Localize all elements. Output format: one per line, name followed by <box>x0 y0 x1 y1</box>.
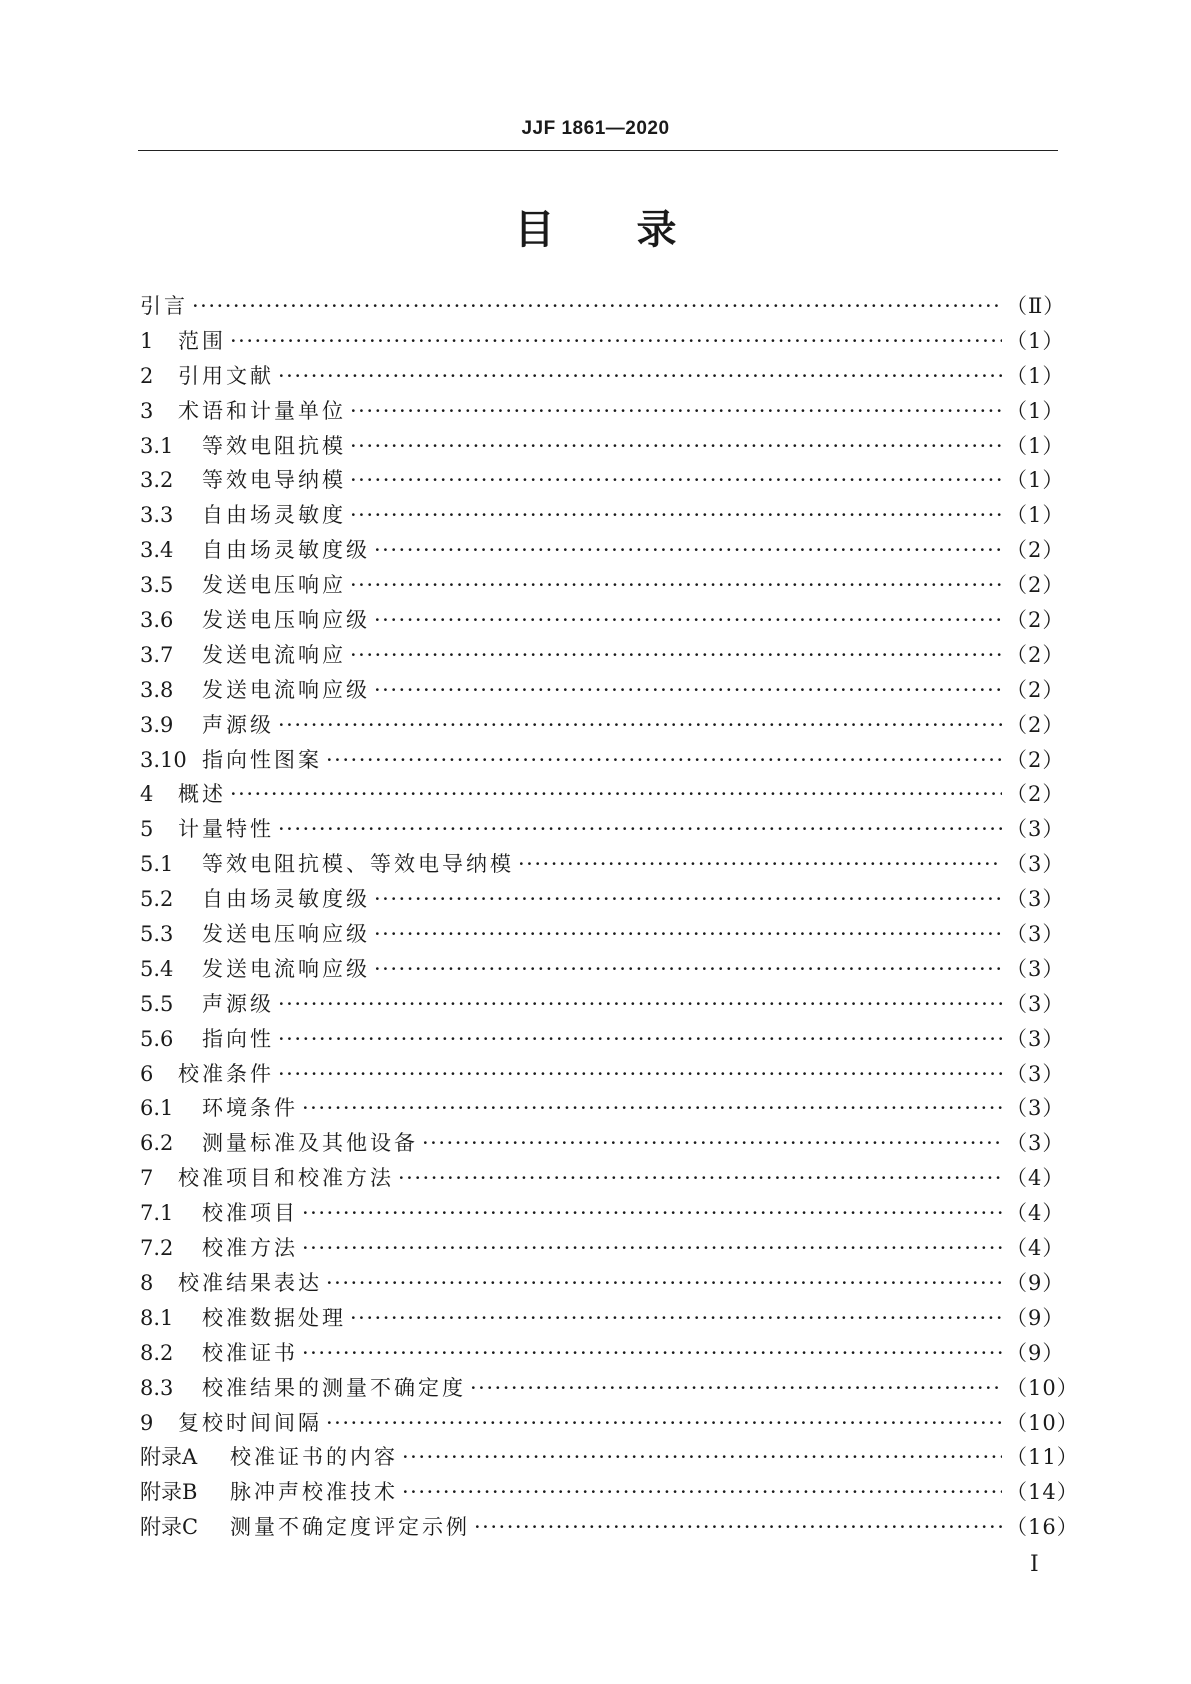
toc-entry-number: 7.2 <box>140 1236 174 1261</box>
toc-entry-label: 指向性 <box>202 1026 274 1051</box>
toc-entry-label: 计量特性 <box>178 817 274 842</box>
toc-entry[interactable] <box>140 1266 1065 1301</box>
toc-leader-dots <box>278 987 1002 1022</box>
toc-entry-page: （1） <box>1006 398 1065 423</box>
toc-leader-dots <box>374 673 1002 708</box>
toc-leader-dots <box>278 708 1002 743</box>
toc-entry-label: 校准项目和校准方法 <box>178 1166 394 1191</box>
toc-entry-page: （3） <box>1006 1131 1065 1156</box>
toc-entry-number: 5.5 <box>140 991 174 1016</box>
toc-entry[interactable] <box>140 603 1065 638</box>
toc-leader-dots <box>374 882 1002 917</box>
toc-leader-dots <box>302 1091 1002 1126</box>
toc-entry-number: 3.1 <box>140 433 174 458</box>
toc-entry[interactable] <box>140 743 1065 778</box>
toc-entry-number: 3.3 <box>140 503 174 528</box>
toc-entry-label: 等效电阻抗模、等效电导纳模 <box>202 852 514 877</box>
toc-entry-label: 校准项目 <box>202 1201 298 1226</box>
toc-entry[interactable] <box>140 638 1065 673</box>
toc-entry-number: 附录C <box>140 1515 199 1540</box>
toc-entry-page: （1） <box>1006 503 1065 528</box>
toc-entry-label: 自由场灵敏度 <box>202 503 346 528</box>
toc-leader-dots <box>278 1022 1002 1057</box>
toc-entry-page: （4） <box>1006 1236 1065 1261</box>
toc-entry-label: 声源级 <box>202 712 274 737</box>
toc-entry-number: 5.2 <box>140 887 174 912</box>
toc-entry-page: （2） <box>1006 747 1065 772</box>
toc-entry[interactable] <box>140 952 1065 987</box>
toc-entry[interactable] <box>140 847 1065 882</box>
toc-entry[interactable] <box>140 1406 1079 1441</box>
toc-entry-number: 5.1 <box>140 852 174 877</box>
toc-entry-label: 等效电导纳模 <box>202 468 346 493</box>
toc-entry[interactable] <box>140 1091 1065 1126</box>
toc-leader-dots <box>326 743 1002 778</box>
toc-entry-label: 发送电压响应级 <box>202 608 370 633</box>
toc-entry-number: 3.2 <box>140 468 174 493</box>
toc-entry[interactable] <box>140 1336 1065 1371</box>
toc-entry-number: 3.7 <box>140 642 174 667</box>
toc-leader-dots <box>402 1440 1002 1475</box>
toc-leader-dots <box>230 777 1002 812</box>
toc-entry-label: 发送电压响应 <box>202 573 346 598</box>
toc-entry-label: 发送电压响应级 <box>202 922 370 947</box>
toc-entry-page: （3） <box>1006 887 1065 912</box>
toc-leader-dots <box>350 1301 1002 1336</box>
toc-entry[interactable] <box>140 289 1066 324</box>
toc-entry[interactable] <box>140 708 1065 743</box>
toc-entry-page: （2） <box>1006 642 1065 667</box>
toc-leader-dots <box>230 324 1002 359</box>
toc-entry[interactable] <box>140 1475 1079 1510</box>
toc-entry-label: 环境条件 <box>202 1096 298 1121</box>
toc-entry-label: 引言 <box>140 294 188 318</box>
toc-entry-number: 8 <box>140 1270 154 1295</box>
toc-entry-label: 声源级 <box>202 991 274 1016</box>
toc-entry[interactable] <box>140 1231 1065 1266</box>
toc-leader-dots <box>302 1196 1002 1231</box>
page-title <box>0 198 1191 255</box>
toc-entry-label: 引用文献 <box>178 363 274 388</box>
toc-entry-page: （3） <box>1006 956 1065 981</box>
title-char-2: 录 <box>636 207 677 253</box>
title-char-1: 目 <box>514 207 555 253</box>
toc-entry-page: （3） <box>1006 852 1065 877</box>
toc-entry-label: 自由场灵敏度级 <box>202 887 370 912</box>
toc-entry-label: 自由场灵敏度级 <box>202 538 370 563</box>
toc-entry[interactable] <box>140 1371 1079 1406</box>
toc-entry-number: 3.4 <box>140 538 174 563</box>
toc-leader-dots <box>302 1231 1002 1266</box>
toc-entry-number: 6.1 <box>140 1096 174 1121</box>
toc-leader-dots <box>374 533 1002 568</box>
toc-leader-dots <box>326 1406 1002 1441</box>
toc-entry-page: （9） <box>1006 1305 1065 1330</box>
toc-entry[interactable] <box>140 429 1065 464</box>
toc-entry[interactable] <box>140 568 1065 603</box>
toc-entry-label: 等效电阻抗模 <box>202 433 346 458</box>
toc-entry-number: 3.8 <box>140 677 174 702</box>
toc-entry[interactable] <box>140 533 1065 568</box>
toc-leader-dots <box>278 1057 1002 1092</box>
toc-entry[interactable] <box>140 987 1065 1022</box>
toc-entry-page: （1） <box>1006 468 1065 493</box>
toc-leader-dots <box>350 463 1002 498</box>
toc-entry-page: （1） <box>1006 433 1065 458</box>
toc-entry-number: 6.2 <box>140 1131 174 1156</box>
toc-entry[interactable] <box>140 1510 1079 1545</box>
toc-entry-page: （3） <box>1006 1061 1065 1086</box>
toc-entry-page: （2） <box>1006 782 1065 807</box>
toc-entry-number: 8.3 <box>140 1375 174 1400</box>
toc-entry-page: （2） <box>1006 573 1065 598</box>
toc-leader-dots <box>470 1371 1002 1406</box>
toc-entry-label: 校准方法 <box>202 1236 298 1261</box>
toc-entry-number: 4 <box>140 782 154 807</box>
toc-leader-dots <box>302 1336 1002 1371</box>
toc-leader-dots <box>374 952 1002 987</box>
document-code: JJF 1861—2020 <box>521 118 670 139</box>
toc-entry-page: （9） <box>1006 1270 1065 1295</box>
toc-entry-page: （14） <box>1006 1480 1079 1505</box>
toc-entry[interactable] <box>140 777 1065 812</box>
toc-entry[interactable] <box>140 673 1065 708</box>
toc-leader-dots <box>398 1161 1002 1196</box>
table-of-contents <box>140 289 1079 1545</box>
toc-entry-page: （10） <box>1006 1375 1079 1400</box>
toc-entry-label: 校准证书的内容 <box>230 1445 398 1470</box>
toc-entry-number: 3.5 <box>140 573 174 598</box>
toc-entry[interactable] <box>140 917 1065 952</box>
toc-entry[interactable] <box>140 882 1065 917</box>
toc-leader-dots <box>350 429 1002 464</box>
toc-entry[interactable] <box>140 1301 1065 1336</box>
toc-entry-page: （3） <box>1006 817 1065 842</box>
header-divider <box>138 150 1058 151</box>
toc-entry-number: 1 <box>140 328 154 353</box>
toc-entry[interactable] <box>140 1057 1065 1092</box>
toc-entry-label: 校准证书 <box>202 1340 298 1365</box>
toc-entry-number: 8.1 <box>140 1305 174 1330</box>
toc-entry-label: 脉冲声校准技术 <box>230 1480 398 1505</box>
toc-leader-dots <box>474 1510 1002 1545</box>
toc-entry-number: 3.6 <box>140 608 174 633</box>
page-number: Ⅰ <box>1030 1552 1039 1577</box>
toc-entry[interactable] <box>140 324 1065 359</box>
toc-entry-number: 5.3 <box>140 922 174 947</box>
toc-entry-page: （1） <box>1006 363 1065 388</box>
toc-entry-page: （2） <box>1006 608 1065 633</box>
toc-entry-number: 2 <box>140 363 154 388</box>
toc-leader-dots <box>326 1266 1002 1301</box>
toc-entry-label: 发送电流响应 <box>202 642 346 667</box>
toc-entry-page: （4） <box>1006 1166 1065 1191</box>
toc-leader-dots <box>278 359 1002 394</box>
toc-entry-number: 附录A <box>140 1445 198 1470</box>
toc-entry-number: 3 <box>140 398 154 423</box>
toc-entry-page: （4） <box>1006 1201 1065 1226</box>
toc-entry-page: （3） <box>1006 1026 1065 1051</box>
toc-entry-number: 9 <box>140 1410 154 1435</box>
toc-leader-dots <box>402 1475 1002 1510</box>
toc-entry-page: （9） <box>1006 1340 1065 1365</box>
toc-leader-dots <box>518 847 1002 882</box>
toc-entry-number: 5.6 <box>140 1026 174 1051</box>
toc-entry-number: 6 <box>140 1061 154 1086</box>
toc-entry-label: 校准结果的测量不确定度 <box>202 1375 466 1400</box>
toc-entry[interactable] <box>140 394 1065 429</box>
toc-entry-label: 测量标准及其他设备 <box>202 1131 418 1156</box>
toc-entry-label: 概述 <box>178 782 226 807</box>
toc-entry-number: 3.9 <box>140 712 174 737</box>
toc-leader-dots <box>350 498 1002 533</box>
toc-entry[interactable] <box>140 1161 1065 1196</box>
toc-leader-dots <box>350 568 1002 603</box>
toc-leader-dots <box>422 1126 1002 1161</box>
toc-entry-page: （2） <box>1006 538 1065 563</box>
toc-entry-label: 复校时间间隔 <box>178 1410 322 1435</box>
toc-entry-number: 8.2 <box>140 1340 174 1365</box>
toc-entry-label: 指向性图案 <box>202 747 322 772</box>
toc-entry-number: 5.4 <box>140 956 174 981</box>
toc-entry-number: 附录B <box>140 1480 198 1505</box>
toc-leader-dots <box>278 812 1002 847</box>
toc-entry[interactable] <box>140 498 1065 533</box>
toc-entry-page: （16） <box>1006 1515 1079 1540</box>
toc-entry-page: （1） <box>1006 328 1065 353</box>
toc-entry-label: 测量不确定度评定示例 <box>230 1515 470 1540</box>
toc-leader-dots <box>350 394 1002 429</box>
toc-entry-label: 范围 <box>178 328 226 353</box>
toc-entry[interactable] <box>140 359 1065 394</box>
toc-entry-page: （11） <box>1006 1445 1079 1470</box>
toc-entry-label: 校准数据处理 <box>202 1305 346 1330</box>
toc-entry[interactable] <box>140 463 1065 498</box>
toc-entry-page: （3） <box>1006 922 1065 947</box>
toc-entry-label: 校准条件 <box>178 1061 274 1086</box>
toc-entry[interactable] <box>140 812 1065 847</box>
toc-leader-dots <box>374 917 1002 952</box>
toc-entry-number: 7 <box>140 1166 154 1191</box>
toc-entry[interactable] <box>140 1440 1079 1475</box>
toc-entry-label: 发送电流响应级 <box>202 677 370 702</box>
toc-entry-page: （10） <box>1006 1410 1079 1435</box>
toc-entry-label: 术语和计量单位 <box>178 398 346 423</box>
toc-entry[interactable] <box>140 1196 1065 1231</box>
toc-entry-page: （Ⅱ） <box>1006 294 1066 318</box>
toc-entry-page: （2） <box>1006 712 1065 737</box>
toc-entry[interactable] <box>140 1126 1065 1161</box>
toc-entry-number: 3.10 <box>140 747 187 772</box>
toc-entry[interactable] <box>140 1022 1065 1057</box>
toc-entry-label: 校准结果表达 <box>178 1270 322 1295</box>
toc-entry-page: （3） <box>1006 991 1065 1016</box>
toc-entry-page: （3） <box>1006 1096 1065 1121</box>
toc-entry-number: 7.1 <box>140 1201 174 1226</box>
toc-leader-dots <box>350 638 1002 673</box>
toc-entry-label: 发送电流响应级 <box>202 956 370 981</box>
toc-leader-dots <box>374 603 1002 638</box>
toc-entry-page: （2） <box>1006 677 1065 702</box>
toc-leader-dots <box>192 289 1002 324</box>
toc-entry-number: 5 <box>140 817 154 842</box>
